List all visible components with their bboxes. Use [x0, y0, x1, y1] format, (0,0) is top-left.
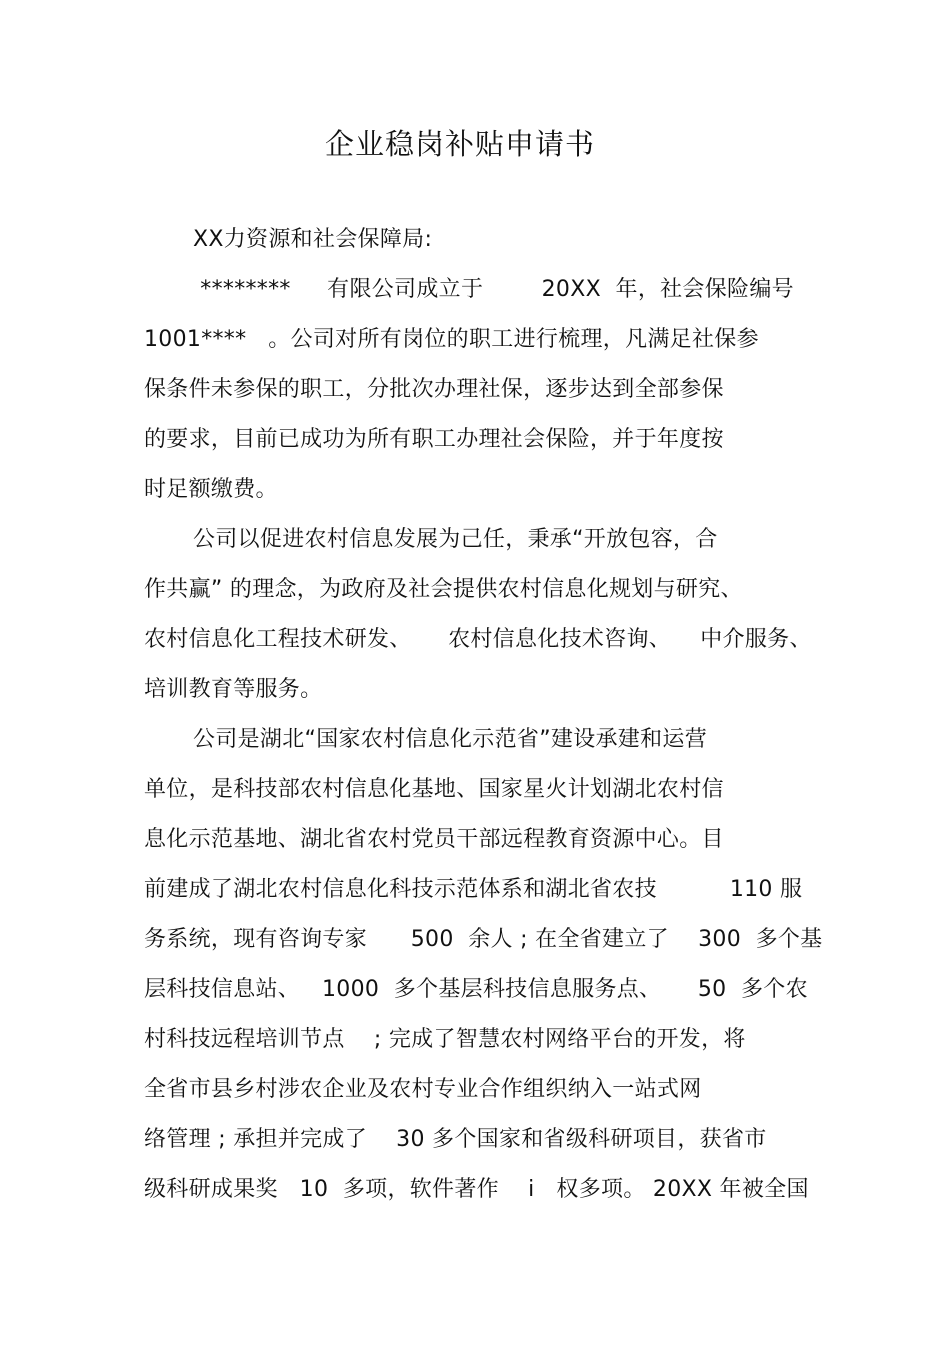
body-line: 村科技远程培训节点 ; 完成了智慧农村网络平台的开发，将 [144, 1027, 746, 1052]
body-line: 农村信息化工程技术研发、 农村信息化技术咨询、 中介服务、 [144, 627, 812, 652]
body-line: 层科技信息站、 1000 多个基层科技信息服务点、 50 多个农 [144, 977, 808, 1002]
body-line: ******** 有限公司成立于 20XX 年，社会保险编号 [193, 277, 794, 302]
document-title: 企业稳岗补贴申请书 [324, 127, 595, 161]
body-line: 络管理 ; 承担并完成了 30 多个国家和省级科研项目，获省市 [144, 1127, 767, 1152]
body-line: 时足额缴费。 [144, 477, 278, 502]
body-line: 保条件未参保的职工，分批次办理社保，逐步达到全部参保 [144, 377, 724, 402]
body-line: 培训教育等服务。 [144, 677, 323, 702]
body-line: 级科研成果奖 10 多项，软件著作 i 权多项。 20XX 年被全国 [144, 1177, 809, 1202]
body-line: 全省市县乡村涉农企业及农村专业合作组织纳入一站式网 [144, 1077, 702, 1102]
body-line: 公司是湖北“国家农村信息化示范省”建设承建和运营 [193, 727, 707, 752]
body-line: 的要求，目前已成功为所有职工办理社会保险，并于年度按 [144, 427, 724, 452]
body-line: 1001**** 。公司对所有岗位的职工进行梳理，凡满足社保参 [144, 327, 759, 352]
body-line: 公司以促进农村信息发展为己任，秉承“开放包容，合 [193, 527, 718, 552]
body-line: 单位，是科技部农村信息化基地、国家星火计划湖北农村信 [144, 777, 724, 802]
body-line: 作共赢” 的理念，为政府及社会提供农村信息化规划与研究、 [144, 577, 743, 602]
body-line: 务系统，现有咨询专家 500 余人 ; 在全省建立了 300 多个基 [144, 927, 823, 952]
body-line: 前建成了湖北农村信息化科技示范体系和湖北省农技 110 服 [144, 877, 803, 902]
body-line: 息化示范基地、湖北省农村党员干部远程教育资源中心。目 [144, 827, 724, 852]
salutation-line: XX力资源和社会保障局: [193, 227, 433, 252]
